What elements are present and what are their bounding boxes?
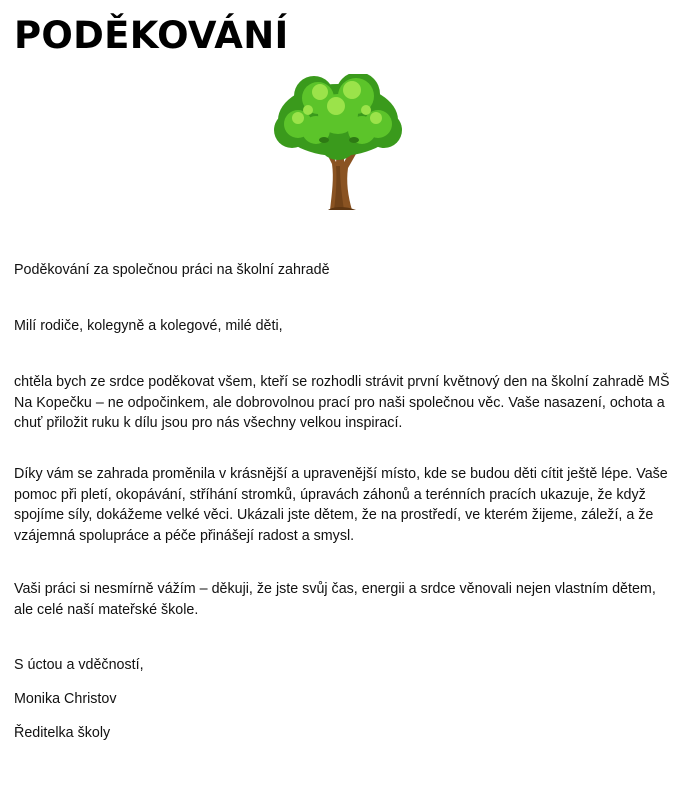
- tree-icon: [268, 74, 408, 214]
- letter-paragraph: Vaši práci si nesmírně vážím – děkuji, že jste svůj čas, energii a srdce věnovali nejen vlastním dětem, ale celé naší mateřské škole.: [14, 581, 656, 618]
- signature-role: Ředitelka školy: [14, 725, 111, 741]
- letter-greeting: Milí rodiče, kolegyně a kolegové, milé děti,: [14, 318, 283, 334]
- page-title: PODĚKOVÁNÍ: [14, 14, 289, 57]
- letter-closing: S úctou a vděčností,: [14, 657, 144, 673]
- letter-paragraph: chtěla bych ze srdce poděkovat všem, kteří se rozhodli strávit první květnový den na školní zahradě MŠ Na Kopečku – ne odpočinkem, ale dobrovolnou prací pro naši společnou věc. Vaše nasazení, ochota a chuť přiložit ruku k dílu jsou pro nás všechny velkou inspirací.: [14, 374, 670, 432]
- letter-paragraph: Díky vám se zahrada proměnila v krásnější a upravenější místo, kde se budou děti cítit ještě lépe. Vaše pomoc při pletí, okopávání, stříhání stromků, úpravách záhonů a terénních pracích ukazuje, že když spojíme síly, dokážeme velké věci. Ukázali jste dětem, že na prostředí, ve kterém žijeme, záleží, a že vzájemná spolupráce a péče přinášejí radost a smysl.: [14, 466, 668, 544]
- signature-name: Monika Christov: [14, 691, 117, 707]
- letter-subject: Poděkování za společnou práci na školní zahradě: [14, 262, 330, 278]
